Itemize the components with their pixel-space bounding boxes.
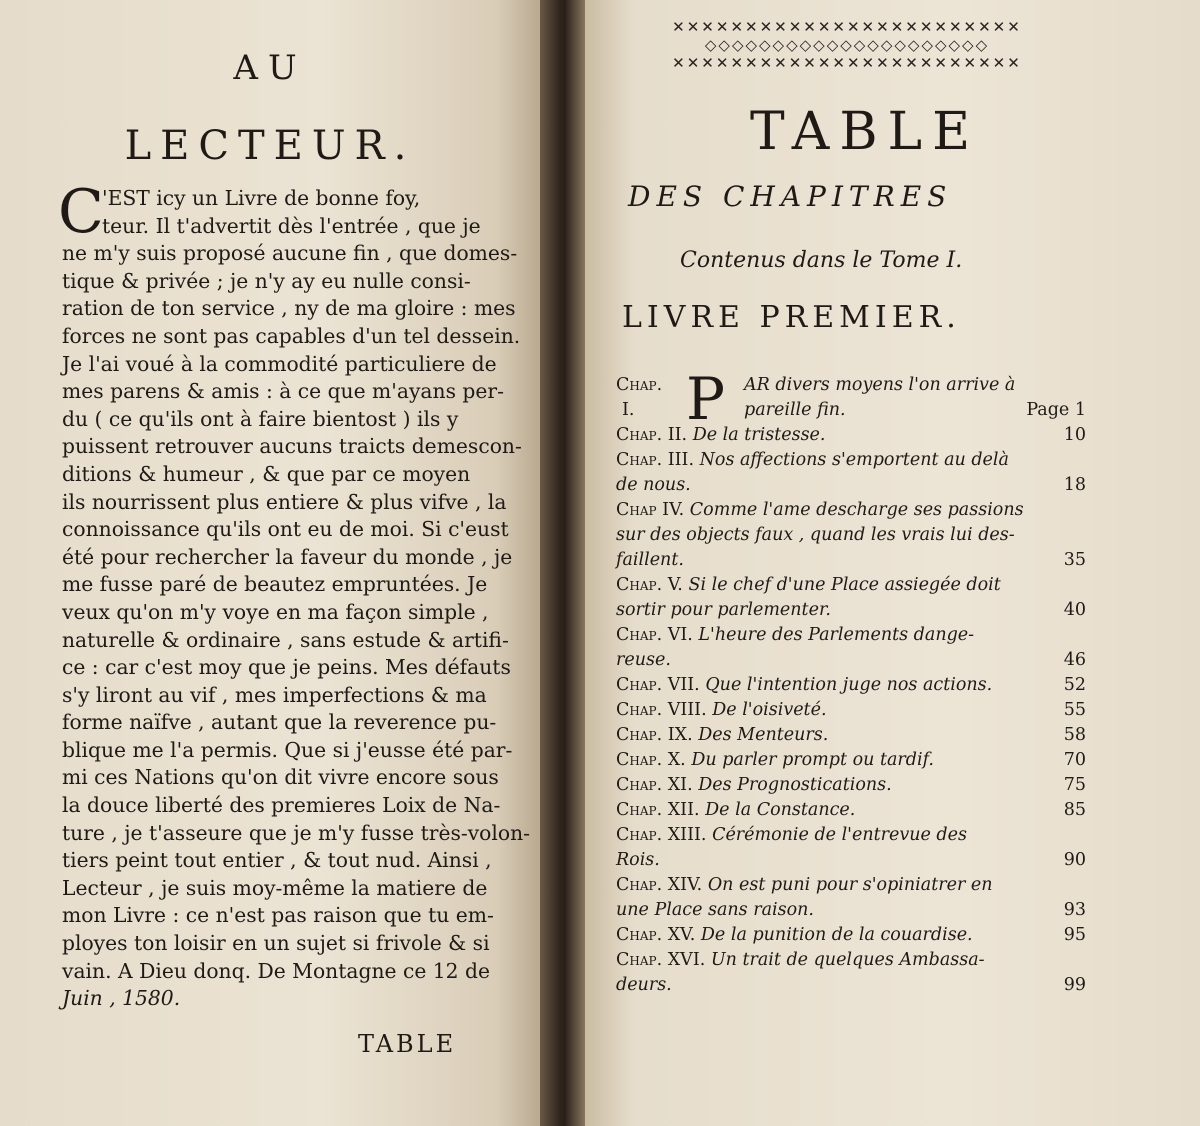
chapter-title-cont: Rois. <box>616 850 660 870</box>
chapter-label: Chap. IX. <box>616 725 693 745</box>
text-line: Juin , 1580. <box>62 986 181 1011</box>
chapter-title: Des Prognostications. <box>698 775 892 795</box>
chapter-title: De la punition de la couardise. <box>700 925 973 945</box>
toc-entry <box>616 773 1086 798</box>
text-line: blique me l'a permis. Que si j'eusse été par- <box>62 737 513 762</box>
toc-entry <box>616 748 1086 773</box>
chapter-title: Du parler prompt ou tardif. <box>691 750 934 770</box>
page-number: Page 1 <box>1026 400 1086 420</box>
text-line: été pour rechercher la faveur du monde , je <box>62 544 513 569</box>
chapter-title: AR divers moyens l'on arrive à <box>744 375 1016 395</box>
page-number: 85 <box>1063 800 1086 820</box>
ornament-row: ✕✕✕✕✕✕✕✕✕✕✕✕✕✕✕✕✕✕✕✕✕✕✕✕ <box>672 18 1022 36</box>
chapter-title: Si le chef d'une Place assiegée doit <box>688 575 1001 595</box>
text-line: puissent retrouver aucuns traicts demescon- <box>62 434 522 459</box>
chapter-label: Chap. XII. <box>616 800 700 820</box>
toc-entry-cont <box>616 848 1086 873</box>
toc-entry-cont <box>616 473 1086 498</box>
chapter-title-cont: de nous. <box>616 475 691 495</box>
text-line: naturelle & ordinaire , sans estude & artifi- <box>62 627 509 652</box>
ornament-row: ◇◇◇◇◇◇◇◇◇◇◇◇◇◇◇◇◇◇◇◇◇ <box>704 36 990 54</box>
toc-entry-cont <box>616 898 1086 923</box>
chapter-label: Chap. VI. <box>616 625 693 645</box>
text-line: Je l'ai voué à la commodité particuliere de <box>62 351 497 376</box>
toc-entry <box>616 798 1086 823</box>
toc-entry <box>616 723 1086 748</box>
text-line: Lecteur , je suis moy-même la matiere de <box>62 875 488 900</box>
drop-cap: C <box>58 177 104 247</box>
toc-entry-cont <box>616 598 1086 623</box>
text-line: teur. Il t'advertit dès l'entrée , que je <box>102 213 481 238</box>
toc-entry <box>616 423 1086 448</box>
toc-entry <box>616 623 1086 648</box>
text-line: la douce liberté des premieres Loix de Na- <box>62 793 501 818</box>
text-line: ils nourrissent plus entiere & plus vifve , la <box>62 489 507 514</box>
toc-entry-cont <box>616 398 1086 423</box>
chapter-title-cont: reuse. <box>616 650 671 670</box>
chapter-label: Chap. VII. <box>616 675 700 695</box>
text-line: forces ne sont pas capables d'un tel dessein. <box>62 323 521 348</box>
toc-entry <box>616 948 1086 973</box>
book-gutter <box>540 0 585 1126</box>
left-page <box>0 0 540 1126</box>
chapter-label: Chap. X. <box>616 750 686 770</box>
text-line: ration de ton service , ny de ma gloire : mes <box>62 296 516 321</box>
chapter-title-cont: une Place sans raison. <box>616 900 814 920</box>
toc-entry-cont <box>616 548 1086 573</box>
book-heading: LIVRE PREMIER. <box>622 300 961 335</box>
page-number: 40 <box>1063 600 1086 620</box>
text-line: me fusse paré de beautez empruntées. Je <box>62 572 488 597</box>
page-number: 93 <box>1063 900 1086 920</box>
text-line: connoissance qu'ils ont eu de moi. Si c'eust <box>62 517 509 542</box>
chapter-label: Chap. V. <box>616 575 683 595</box>
contents-line: Contenus dans le Tome I. <box>680 248 963 273</box>
toc-entry <box>616 923 1086 948</box>
chapter-label: Chap. XI. <box>616 775 693 795</box>
chapter-label: Chap. XV. <box>616 925 696 945</box>
toc-entry <box>616 823 1086 848</box>
text-line: forme naïfve , autant que la reverence pu- <box>62 710 497 735</box>
page-number: 35 <box>1063 550 1086 570</box>
text-line: s'y liront au vif , mes imperfections & ma <box>62 682 487 707</box>
text-line: ployes ton loisir en un sujet si frivole & si <box>62 931 490 956</box>
chapter-title: Comme l'ame descharge ses passions <box>689 500 1024 520</box>
table-of-contents <box>616 365 1086 998</box>
chapter-label: Chap. <box>616 375 663 395</box>
text-line: ce : car c'est moy que je peins. Mes défauts <box>62 655 511 680</box>
page-number: 10 <box>1063 425 1086 445</box>
chapter-title: De la tristesse. <box>692 425 826 445</box>
text-line: 'EST icy un Livre de bonne foy, <box>102 186 421 210</box>
chapter-label: Chap. XIII. <box>616 825 707 845</box>
page-number: 90 <box>1063 850 1086 870</box>
chapter-label: Chap. VIII. <box>616 700 707 720</box>
text-line: tique & privée ; je n'y ay eu nulle consi- <box>62 268 471 293</box>
table-subtitle: DES CHAPITRES <box>628 180 953 213</box>
heading-lecteur: LECTEUR. <box>124 123 416 169</box>
table-title: TABLE <box>749 102 981 162</box>
chapter-title-cont: sortir pour parlementer. <box>616 600 831 620</box>
chapter-number: I. <box>622 400 635 420</box>
chapter-title: Que l'intention juge nos actions. <box>705 675 993 695</box>
page-number: 99 <box>1063 975 1086 995</box>
toc-entry <box>616 448 1086 473</box>
page-number: 52 <box>1063 675 1086 695</box>
chapter-label: Chap. XVI. <box>616 950 706 970</box>
text-line: vain. A Dieu donq. De Montagne ce 12 de <box>62 958 491 983</box>
text-line: du ( ce qu'ils ont à faire bientost ) ils y <box>62 406 459 431</box>
chapter-title: Des Menteurs. <box>698 725 829 745</box>
page-number: 75 <box>1063 775 1086 795</box>
text-line: ture , je t'asseure que je m'y fusse très-volon- <box>62 820 530 845</box>
chapter-title: Un trait de quelques Ambassa- <box>710 950 985 970</box>
preface-text <box>62 185 530 1013</box>
toc-entry <box>616 498 1086 523</box>
page-number: 58 <box>1063 725 1086 745</box>
chapter-label: Chap. II. <box>616 425 688 445</box>
chapter-title-cont: faillent. <box>616 550 684 570</box>
page-number: 95 <box>1063 925 1086 945</box>
chapter-title-cont: sur des objects faux , quand les vrais lui des- <box>616 525 1015 545</box>
page-number: 55 <box>1063 700 1086 720</box>
text-line: veux qu'on m'y voye en ma façon simple , <box>62 599 489 624</box>
chapter-label: Chap. XIV. <box>616 875 703 895</box>
drop-cap: P <box>686 365 726 433</box>
chapter-title-cont: pareille fin. <box>744 400 846 420</box>
page-number: 70 <box>1063 750 1086 770</box>
chapter-title: Nos affections s'emportent au delà <box>699 450 1009 470</box>
text-line: mon Livre : ce n'est pas raison que tu em- <box>62 903 494 928</box>
chapter-title: De l'oisiveté. <box>712 700 827 720</box>
page-number: 18 <box>1063 475 1086 495</box>
text-line: mi ces Nations qu'on dit vivre encore sous <box>62 765 499 790</box>
text-line: tiers peint tout entier , & tout nud. Ainsi , <box>62 848 492 873</box>
chapter-label: Chap IV. <box>616 500 685 520</box>
text-line: ne m'y suis proposé aucune fin , que domes- <box>62 241 518 266</box>
toc-entry-cont <box>616 973 1086 998</box>
chapter-title: De la Constance. <box>705 800 856 820</box>
catchword: TABLE <box>358 1030 457 1058</box>
chapter-title: On est puni pour s'opiniatrer en <box>707 875 993 895</box>
chapter-title: Cérémonie de l'entrevue des <box>712 825 967 845</box>
ornament-row: ✕✕✕✕✕✕✕✕✕✕✕✕✕✕✕✕✕✕✕✕✕✕✕✕ <box>672 54 1022 72</box>
toc-entry-cont <box>616 648 1086 673</box>
text-line: ditions & humeur , & que par ce moyen <box>62 461 471 486</box>
toc-entry <box>616 698 1086 723</box>
toc-entry <box>616 573 1086 598</box>
heading-au: AU <box>233 48 307 88</box>
text-line: mes parens & amis : à ce que m'ayans per- <box>62 379 504 404</box>
toc-entry <box>616 673 1086 698</box>
toc-entry <box>616 873 1086 898</box>
chapter-title: L'heure des Parlements dange- <box>698 625 975 645</box>
chapter-label: Chap. III. <box>616 450 695 470</box>
page-number: 46 <box>1063 650 1086 670</box>
chapter-title-cont: deurs. <box>616 975 672 995</box>
toc-entry-cont <box>616 523 1086 548</box>
